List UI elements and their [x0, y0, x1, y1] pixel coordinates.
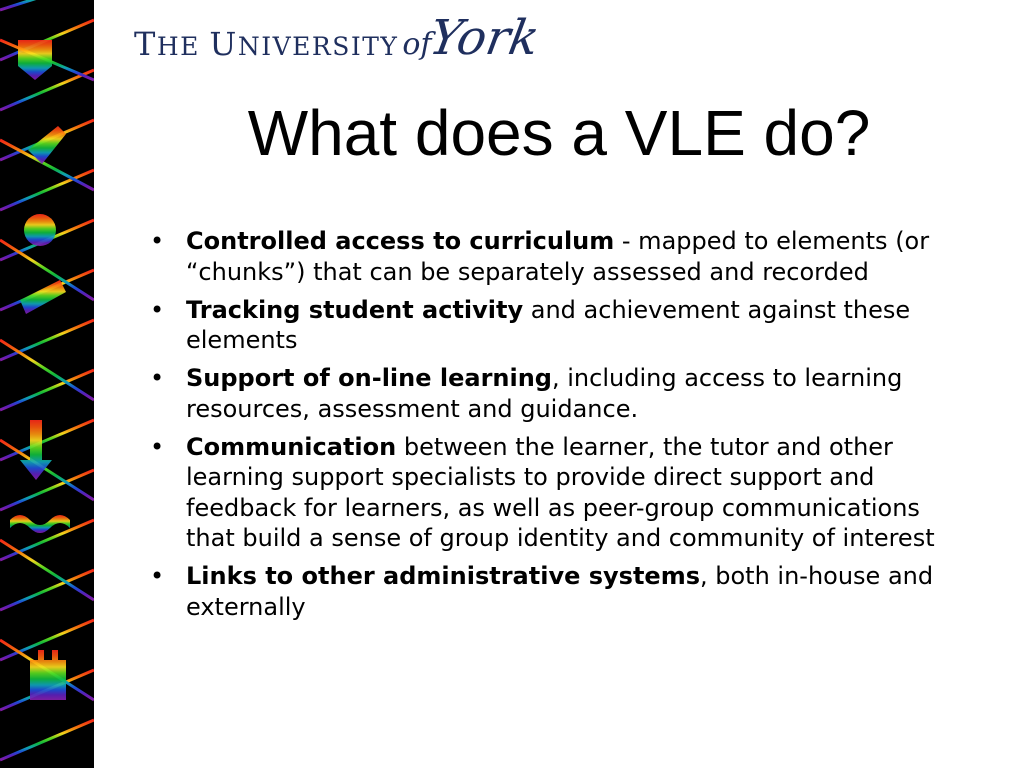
bullet-text: between the learner, the tutor and other learning support specialists to provide direct support and feedback for learners, as well as peer-group communications that build a sense of group identity and community of interest: [186, 432, 935, 552]
bullet-marker: •: [150, 227, 165, 255]
bullet-marker: •: [150, 295, 165, 324]
globe-icon: [24, 214, 56, 246]
bullet-text: - mapped to elements (or “chunks”) that can be separately assessed and recorded: [186, 227, 930, 286]
university-logo: [134, 4, 544, 66]
list-item: [150, 561, 960, 622]
logo-letter-u: U: [209, 25, 238, 63]
bullet-marker: •: [150, 562, 165, 590]
bullet-marker: •: [150, 432, 165, 461]
rainbow-side-band: [0, 0, 94, 768]
logo-york: York: [424, 9, 544, 66]
slide-title: What does a VLE do?: [247, 97, 871, 169]
logo-letters-niversity: NIVERSITY: [237, 32, 399, 61]
list-item: [150, 295, 960, 356]
rainbow-band-graphic: [0, 0, 94, 768]
logo-of: of: [402, 27, 432, 62]
list-item: [150, 363, 960, 424]
bullet-heading: Tracking student activity: [186, 295, 524, 324]
bullet-list: [150, 226, 960, 630]
bullet-text: , including access to learning resources, assessment and guidance.: [186, 364, 903, 423]
logo-wordmark: [134, 25, 399, 63]
list-item: [150, 226, 960, 287]
list-item: [150, 432, 960, 554]
logo-letter-t: T: [134, 25, 157, 63]
bullet-heading: Communication: [186, 432, 397, 461]
bullet-marker: •: [150, 364, 165, 392]
bullet-heading: Support of on-line learning: [186, 364, 552, 392]
bullet-text: , both in-house and externally: [186, 562, 934, 621]
bullet-heading: Links to other administrative systems: [186, 562, 700, 590]
bullet-heading: Controlled access to curriculum: [186, 227, 615, 255]
bullet-text: and achievement against these elements: [186, 295, 911, 354]
logo-letters-he: HE: [156, 32, 210, 61]
